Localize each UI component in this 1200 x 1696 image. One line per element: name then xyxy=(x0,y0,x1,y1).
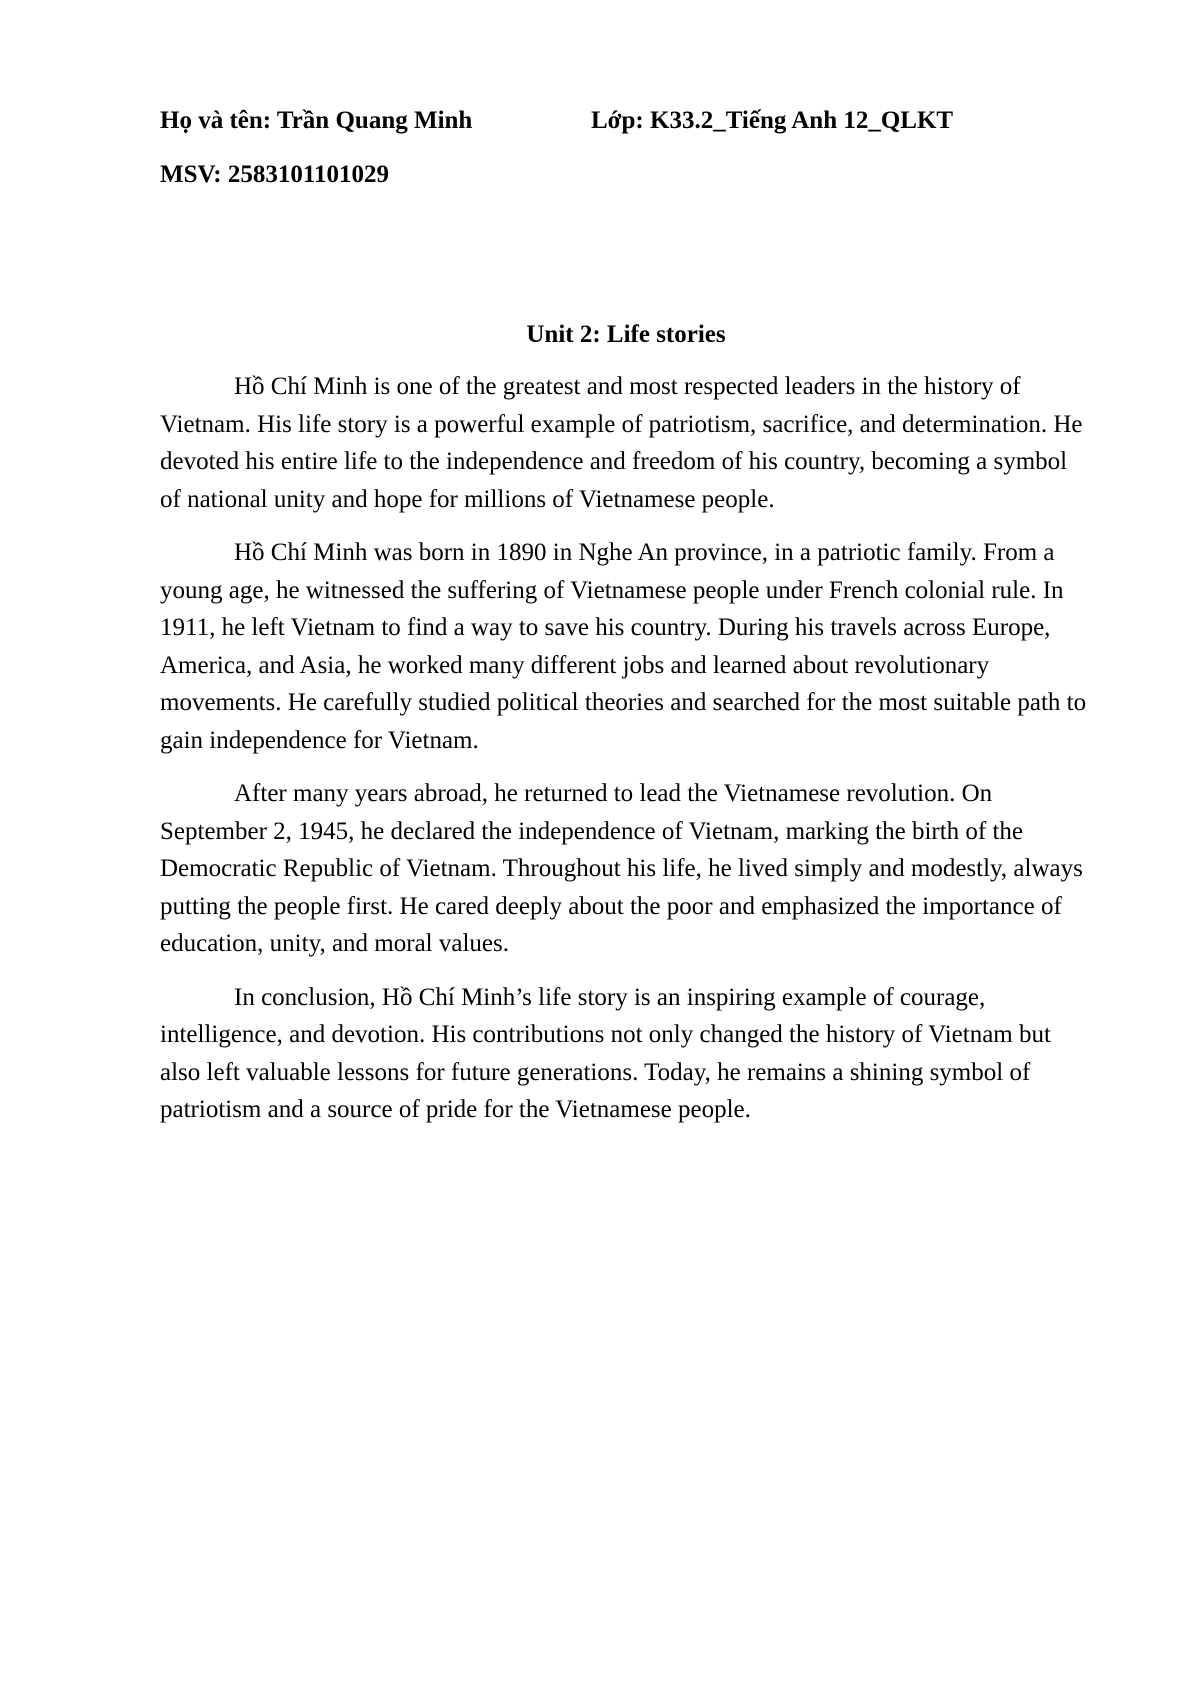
paragraph-3: After many years abroad, he returned to lead the Vietnamese revolution. On September 2, 1945, he declared the independence of Vietnam, marking the birth of the Democratic Republic of Vietnam. Throughout his life, he lived simply and modestly, always putting the people first. He cared deeply about the poor and emphasized the importance of education, unity, and moral values. xyxy=(160,780,1083,957)
paragraph-1: Hồ Chí Minh is one of the greatest and most respected leaders in the history of Vietnam. His life story is a powerful example of patriotism, sacrifice, and determination. He devoted his entire life to the independence and freedom of his country, becoming a symbol of national unity and hope for millions of Vietnamese people. xyxy=(160,373,1083,513)
document-title: Unit 2: Life stories xyxy=(526,321,726,348)
student-id: MSV: 2583101101029 xyxy=(160,161,389,188)
document-body xyxy=(160,368,1090,1145)
paragraph-4: In conclusion, Hồ Chí Minh’s life story is an inspiring example of courage, intelligence, and devotion. His contributions not only changed the history of Vietnam but also left valuable lessons for future generations. Today, he remains a shining symbol of patriotism and a source of pride for the Vietnamese people. xyxy=(160,983,1051,1123)
class-name: Lớp: K33.2_Tiếng Anh 12_QLKT xyxy=(591,107,954,134)
paragraph-2: Hồ Chí Minh was born in 1890 in Nghe An province, in a patriotic family. From a young age, he witnessed the suffering of Vietnamese people under French colonial rule. In 1911, he left Vietnam to find a way to save his country. During his travels across Europe, America, and Asia, he worked many different jobs and learned about revolutionary movements. He carefully studied political theories and searched for the most suitable path to gain independence for Vietnam. xyxy=(160,539,1087,754)
student-name: Họ và tên: Trần Quang Minh xyxy=(160,107,473,134)
